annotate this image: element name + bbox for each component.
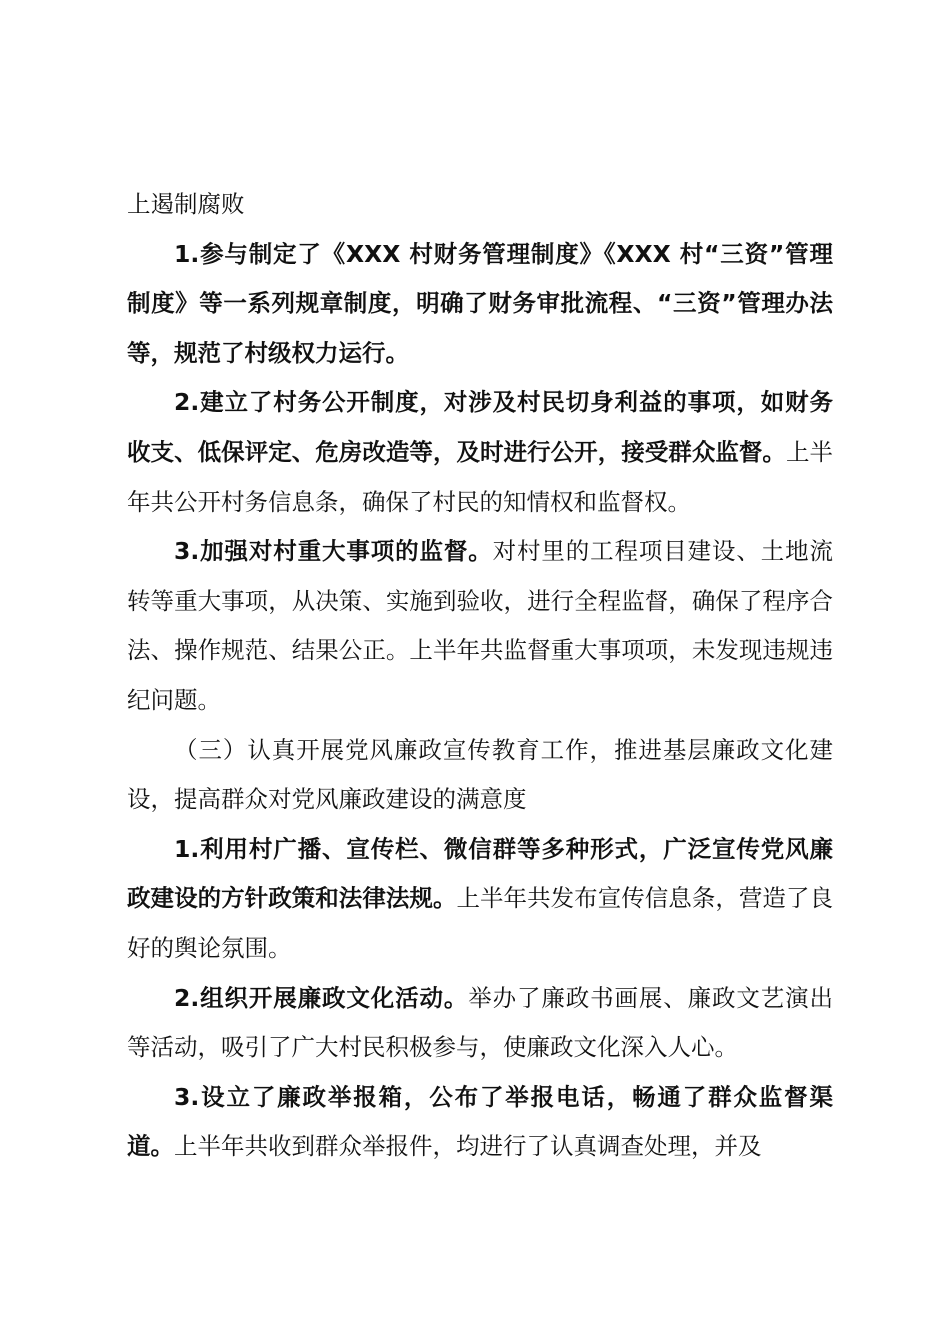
- document-page: [127, 180, 833, 1172]
- item-1-publicity-normal-text: 上半年共发布宣传信息条，营造了良好的舆论氛围。: [127, 884, 834, 962]
- item-3-report-normal-text: 上半年共收到群众举报件，均进行了认真调查处理，并及: [174, 1132, 762, 1161]
- item-1-bold-text: 1.参与制定了《XXX 村财务管理制度》《XXX 村“三资”管理制度》等一系列规章制度，明确了财务审批流程、“三资”管理办法等，规范了村级权力运行。: [127, 239, 833, 367]
- paragraph-item-1-publicity: [127, 825, 833, 974]
- paragraph-item-3-report-box: [127, 1073, 833, 1172]
- section-heading-text: （三）认真开展党风廉政宣传教育工作，推进基层廉政文化建设，提高群众对党风廉政建设的满意度: [127, 735, 833, 814]
- section-heading-three: [127, 726, 833, 825]
- paragraph-item-1-regulations: [127, 230, 833, 379]
- item-3-report-bold-text: 3.设立了廉政举报箱，公布了举报电话，畅通了群众监督渠道。: [127, 1082, 833, 1161]
- paragraph-item-2-culture: [127, 974, 833, 1073]
- item-2-normal-text: 上半年共公开村务信息条，确保了村民的知情权和监督权。: [127, 437, 834, 516]
- item-3-bold-text: 3.加强对村重大事项的监督。: [174, 537, 493, 566]
- paragraph-item-2-village-affairs: [127, 378, 833, 527]
- item-1-publicity-bold-text: 1.利用村广播、宣传栏、微信群等多种形式，广泛宣传党风廉政建设的方针政策和法律法规。: [127, 834, 833, 913]
- item-2-culture-normal-text: 举办了廉政书画展、廉政文艺演出等活动，吸引了广大村民积极参与，使廉政文化深入人心。: [127, 983, 833, 1062]
- paragraph-item-3-supervision: [127, 527, 833, 725]
- item-3-normal-text: 对村里的工程项目建设、土地流转等重大事项，从决策、实施到验收，进行全程监督，确保了程序合法、操作规范、结果公正。上半年共监督重大事项项，未发现违规违纪问题。: [127, 537, 833, 714]
- paragraph-continuation: [127, 180, 833, 230]
- item-2-culture-bold-text: 2.组织开展廉政文化活动。: [174, 983, 469, 1012]
- continuation-text: 上遏制腐败: [127, 190, 245, 218]
- item-2-bold-text: 2.建立了村务公开制度，对涉及村民切身利益的事项，如财务收支、低保评定、危房改造等，及时进行公开，接受群众监督。: [127, 388, 833, 466]
